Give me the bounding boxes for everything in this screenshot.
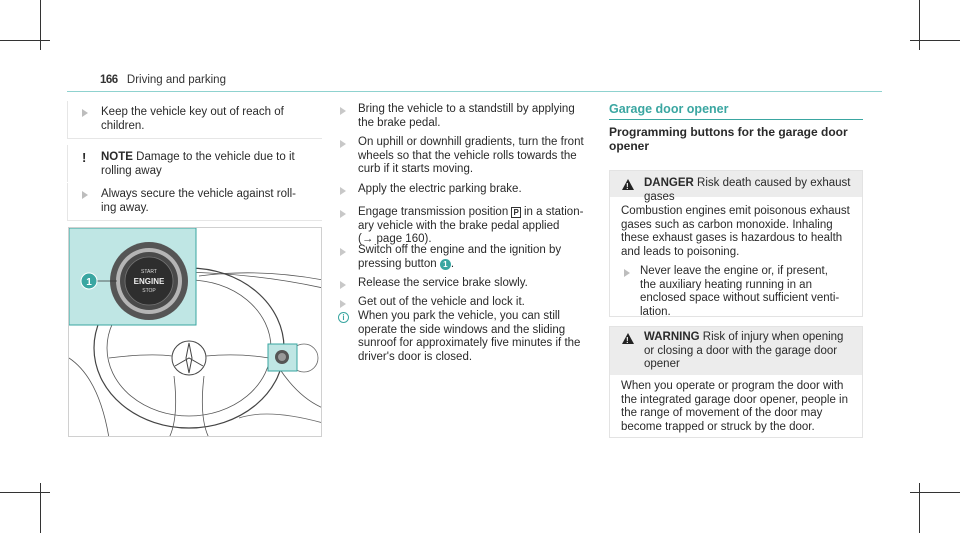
left-step-box [67, 101, 322, 139]
section-rule [609, 119, 863, 120]
crop-mark [40, 0, 41, 50]
step-text: Bring the vehicle to a standstill by applying the brake pedal. [358, 103, 575, 129]
step-arrow-icon [340, 281, 346, 289]
note-text [101, 151, 316, 178]
danger-step: Never leave the engine or, if present, the auxiliary heating running in an enclosed space without sufficient venti- lation. [640, 265, 840, 318]
step-text [358, 206, 598, 247]
danger-head-text: Risk death caused by exhaust gases [644, 177, 851, 203]
step-arrow-icon [340, 107, 346, 115]
start-stop-illustration [68, 227, 322, 437]
step-arrow-icon [340, 140, 346, 148]
step-arrow-icon [340, 187, 346, 195]
page-number: 166 [100, 74, 118, 86]
note-label: NOTE [101, 151, 133, 163]
exclamation-icon: ! [82, 150, 87, 165]
warning-label: WARNING [644, 331, 700, 343]
crop-mark [910, 492, 960, 493]
engage-text-b: in a station- ary vehicle with the brake pedal applied (→ page 160). [358, 206, 584, 245]
danger-heading [644, 177, 859, 204]
callout-badge: 1 [86, 277, 92, 288]
warning-heading [644, 331, 859, 372]
note-body: Damage to the vehicle due to it rolling away [101, 151, 295, 177]
header-rule [67, 91, 882, 92]
crop-mark [910, 40, 960, 41]
warning-triangle-icon [622, 333, 634, 344]
warning-box [609, 326, 863, 438]
info-text: When you park the vehicle, you can still operate the side windows and the sliding sunroof for approximately five minutes if the driver's door is closed. [358, 310, 581, 363]
button-start-label: START [141, 269, 157, 275]
step-text: Switch off the engine and the ignition by pressing button 1 . [358, 244, 562, 270]
button-stop-label: STOP [142, 288, 156, 294]
warning-head-text: Risk of injury when opening or closing a door with the garage door opener [644, 331, 844, 370]
step-arrow-icon [624, 269, 630, 277]
danger-box [609, 170, 863, 317]
step-arrow-icon [340, 300, 346, 308]
section-title: Garage door opener [609, 102, 729, 116]
danger-body: Combustion engines emit poisonous exhaust gases such as carbon monoxide. Inhaling these exhaust gases is hazardous to health and leads to poisoning. [621, 205, 850, 258]
step-text: Keep the vehicle key out of reach of children. [101, 106, 284, 132]
step-text: Get out of the vehicle and lock it. [358, 296, 525, 308]
button-engine-label: ENGINE [133, 277, 165, 286]
park-position-icon: P [513, 208, 519, 217]
subsection-title: Programming buttons for the garage door opener [609, 125, 848, 153]
switch-off-text: Switch off the engine and the ignition by pressing button [358, 244, 562, 270]
section-name: Driving and parking [126, 74, 226, 86]
info-icon: i [338, 312, 349, 323]
step-text: Apply the electric parking brake. [358, 183, 522, 195]
step-arrow-icon [340, 210, 346, 218]
step-text: Release the service brake slowly. [358, 277, 528, 289]
step-arrow-icon [82, 109, 88, 117]
crop-mark [919, 0, 920, 50]
step-arrow-icon [82, 191, 88, 199]
left-step-box [67, 183, 322, 221]
crop-mark [0, 492, 50, 493]
engage-text-a: Engage transmission position [358, 206, 509, 218]
step-text: On uphill or downhill gradients, turn the front wheels so that the vehicle rolls towards the curb if it starts moving. [358, 136, 584, 175]
step-arrow-icon [340, 248, 346, 256]
dashboard-line-drawing [69, 228, 322, 437]
crop-mark [919, 483, 920, 533]
crop-mark [40, 483, 41, 533]
danger-label: DANGER [644, 177, 694, 189]
page-header [100, 74, 226, 88]
crop-mark [0, 40, 50, 41]
warning-body: When you operate or program the door with the integrated garage door opener, people in the range of movement of the door may become trapped or struck by the door. [621, 380, 848, 433]
button-reference-badge: 1 [440, 259, 451, 270]
step-text: Always secure the vehicle against roll- ing away. [101, 188, 296, 214]
note-box [67, 145, 322, 182]
danger-triangle-icon [622, 179, 634, 190]
